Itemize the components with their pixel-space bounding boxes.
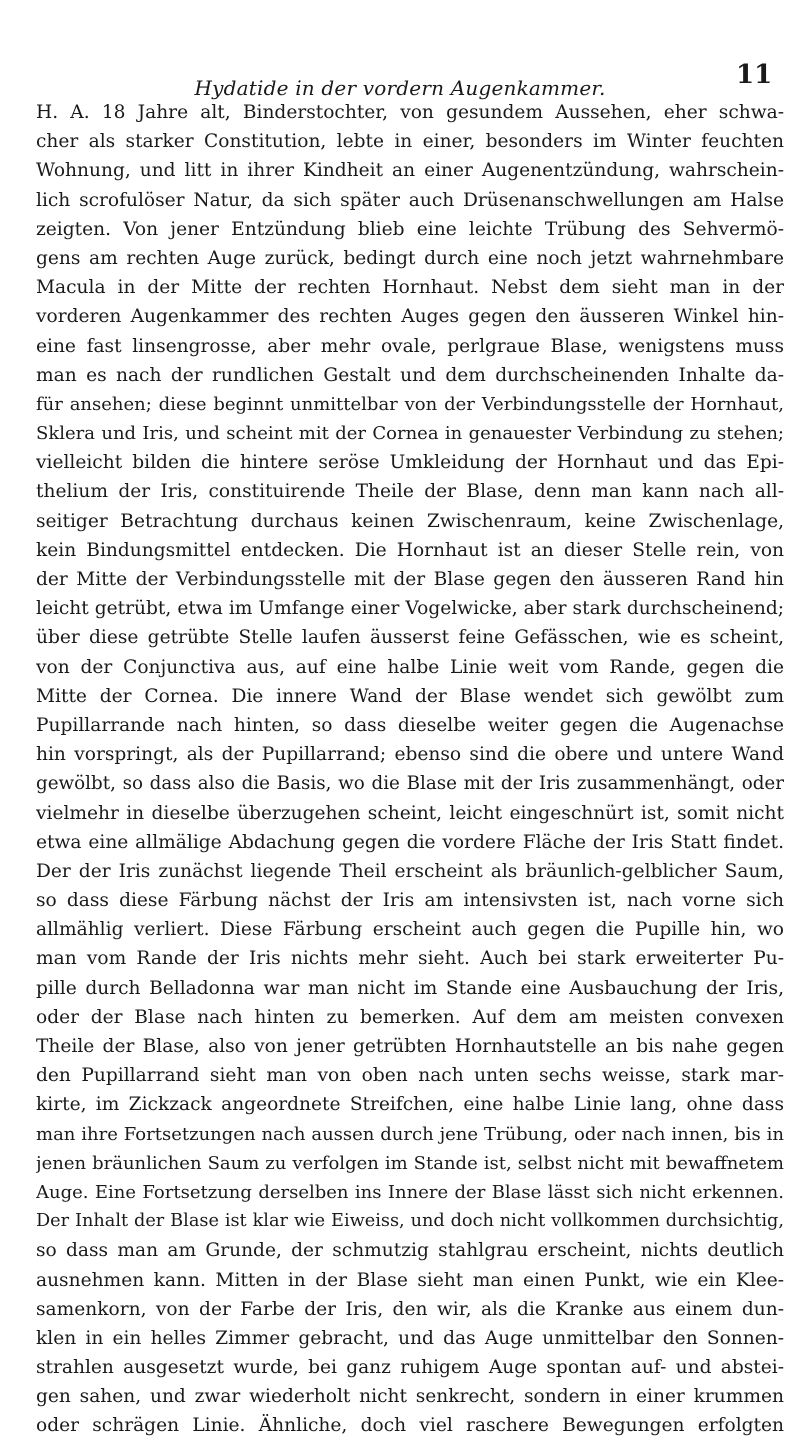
text-line: für ansehen; diese beginnt unmittelbar von der Verbindungsstelle der Hornhaut, <box>36 393 784 415</box>
text-line: so dass diese Färbung nächst der Iris am intensivsten ist, nach vorne sich <box>36 890 784 912</box>
section-heading: Hydatide in der vordern Augenkammer. <box>194 76 606 100</box>
text-line: über diese getrübte Stelle laufen äusserst feine Gefässchen, wie es scheint, <box>36 627 784 649</box>
text-line: oder der Blase nach hinten zu bemerken. Auf dem am meisten convexen <box>36 1006 784 1028</box>
text-line: jenen bräunlichen Saum zu verfolgen im Stande ist, selbst nicht mit bewaffnetem <box>36 1152 784 1174</box>
text-line: kirte, im Zickzack angeordnete Streifchen, eine halbe Linie lang, ohne dass <box>36 1094 784 1116</box>
text-line: strahlen ausgesetzt wurde, bei ganz ruhigem Auge spontan auf- und abstei- <box>36 1357 784 1379</box>
text-line: hin vorspringt, als der Pupillarrand; ebenso sind die obere und untere Wand <box>36 744 784 766</box>
text-line: Macula in der Mitte der rechten Hornhaut. Nebst dem sieht man in der <box>36 277 784 299</box>
text-line: von der Conjunctiva aus, auf eine halbe Linie weit vom Rande, gegen die <box>36 656 784 678</box>
text-line: oder schrägen Linie. Ähnliche, doch viel raschere Bewegungen erfolgten <box>36 1415 784 1437</box>
text-line: Der Inhalt der Blase ist klar wie Eiweiss, und doch nicht vollkommen durchsichtig, <box>36 1211 784 1232</box>
text-line: eine fast linsengrosse, aber mehr ovale, perlgraue Blase, wenigstens muss <box>36 335 784 357</box>
text-line: Theile der Blase, also von jener getrübten Hornhautstelle an bis nahe gegen <box>36 1036 784 1057</box>
text-line: klen in ein helles Zimmer gebracht, und das Auge unmittelbar den Sonnen- <box>36 1327 784 1349</box>
text-line: man es nach der rundlichen Gestalt und dem durchscheinenden Inhalte da- <box>36 364 784 386</box>
text-line: leicht getrübt, etwa im Umfange einer Vogelwicke, aber stark durchscheinend; <box>36 598 784 620</box>
text-line: gens am rechten Auge zurück, bedingt durch eine noch jetzt wahrnehmbare <box>36 247 784 269</box>
text-line: thelium der Iris, constituirende Theile der Blase, denn man kann nach all- <box>36 481 784 503</box>
text-line: so dass man am Grunde, der schmutzig stahlgrau erscheint, nichts deutlich <box>36 1240 784 1262</box>
text-line: zeigten. Von jener Entzündung blieb eine leichte Trübung des Sehvermö- <box>36 218 784 240</box>
text-line: Mitte der Cornea. Die innere Wand der Blase wendet sich gewölbt zum <box>36 685 784 707</box>
text-line: Sklera und Iris, und scheint mit der Cornea in genauester Verbindung zu stehen; <box>36 423 784 445</box>
text-line: gen sahen, und zwar wiederholt nicht senkrecht, sondern in einer krummen <box>36 1386 784 1408</box>
text-line: Wohnung, und litt in ihrer Kindheit an einer Augenentzündung, wahrschein- <box>36 160 784 182</box>
text-line: allmählig verliert. Diese Färbung erscheint auch gegen die Pupille hin, wo <box>36 919 784 941</box>
text-line: vorderen Augenkammer des rechten Auges gegen den äusseren Winkel hin- <box>36 306 784 328</box>
text-line: cher als starker Constitution, lebte in einer, besonders im Winter feuchten <box>36 131 784 153</box>
text-line: lich scrofulöser Natur, da sich später auch Drüsenanschwellungen am Halse <box>36 189 784 211</box>
text-line: man vom Rande der Iris nichts mehr sieht. Auch bei stark erweiterter Pu- <box>36 948 784 970</box>
text-line: H. A. 18 Jahre alt, Binderstochter, von gesundem Aussehen, eher schwa- <box>36 102 784 123</box>
text-line: man ihre Fortsetzungen nach aussen durch jene Trübung, oder nach innen, bis in <box>36 1123 784 1145</box>
page-number: 11 <box>736 60 773 90</box>
text-line: kein Bindungsmittel entdecken. Die Hornhaut ist an dieser Stelle rein, von <box>36 539 784 561</box>
text-line: Der der Iris zunächst liegende Theil erscheint als bräunlich-gelblicher Saum, <box>36 860 784 882</box>
text-line: vielmehr in dieselbe überzugehen scheint, leicht eingeschnürt ist, somit nicht <box>36 802 784 824</box>
text-line: der Mitte der Verbindungsstelle mit der Blase gegen den äusseren Rand hin <box>36 569 784 590</box>
text-line: vielleicht bilden die hintere seröse Umkleidung der Hornhaut und das Epi- <box>36 452 784 474</box>
text-line: gewölbt, so dass also die Basis, wo die Blase mit der Iris zusammenhängt, oder <box>36 773 784 795</box>
text-line: seitiger Betrachtung durchaus keinen Zwischenraum, keine Zwischenlage, <box>36 510 784 532</box>
text-line: Auge. Eine Fortsetzung derselben ins Innere der Blase lässt sich nicht erkennen. <box>36 1181 784 1203</box>
body-text <box>36 98 784 1441</box>
text-line: samenkorn, von der Farbe der Iris, den wir, als die Kranke aus einem dun- <box>36 1298 784 1320</box>
text-line: Pupillarrande nach hinten, so dass dieselbe weiter gegen die Augenachse <box>36 714 784 736</box>
text-line: etwa eine allmälige Abdachung gegen die vordere Fläche der Iris Statt findet. <box>36 831 784 853</box>
text-line: pille durch Belladonna war man nicht im Stande eine Ausbauchung der Iris, <box>36 977 784 999</box>
text-line: den Pupillarrand sieht man von oben nach unten sechs weisse, stark mar- <box>36 1065 784 1087</box>
text-line: ausnehmen kann. Mitten in der Blase sieht man einen Punkt, wie ein Klee- <box>36 1269 784 1291</box>
